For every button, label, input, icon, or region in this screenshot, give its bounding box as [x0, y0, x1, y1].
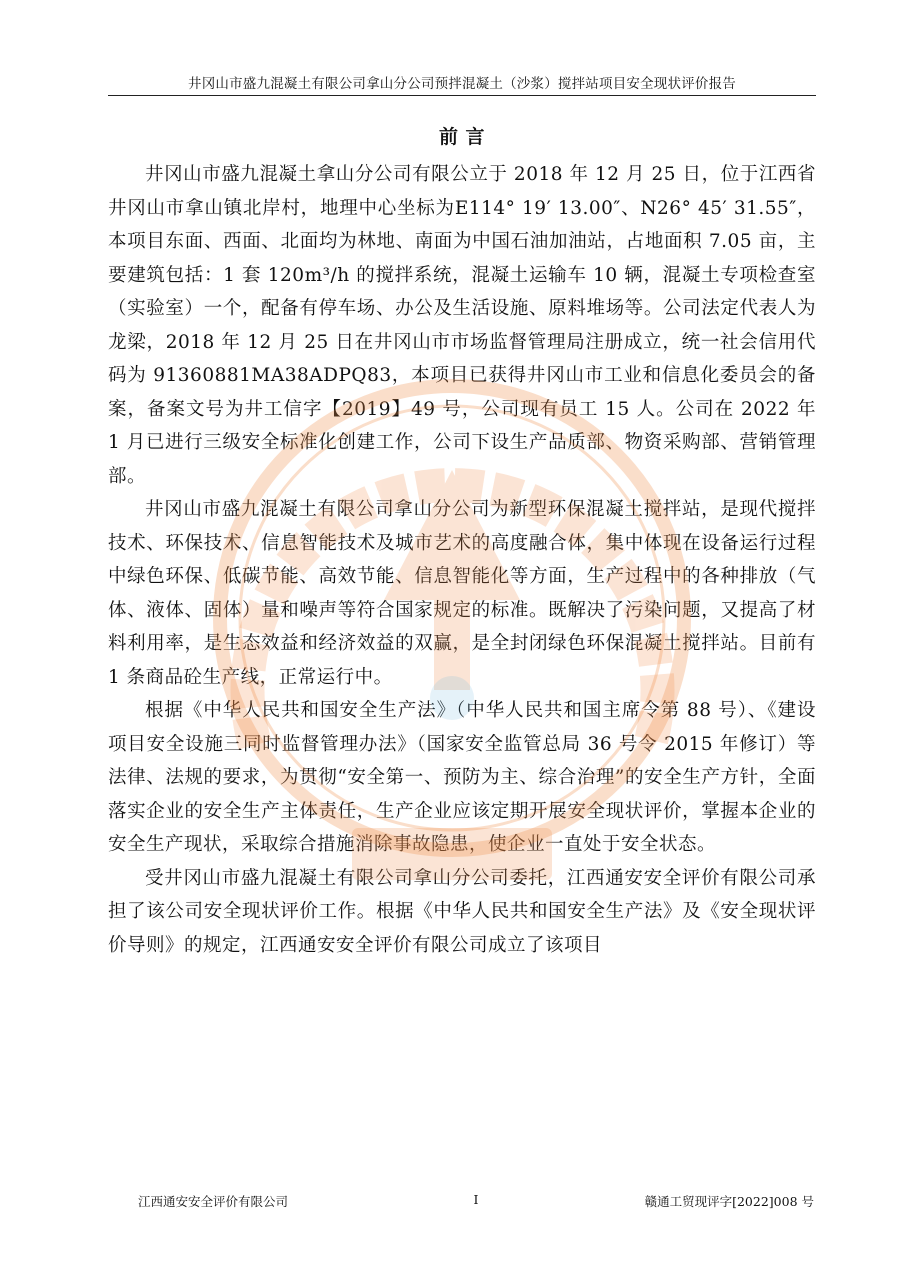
footer-page-number: I — [473, 1192, 479, 1207]
footer-doc-number: 赣通工贸现评字[2022]008 号 — [644, 1194, 814, 1209]
paragraph-2: 井冈山市盛九混凝土有限公司拿山分公司为新型环保混凝土搅拌站，是现代搅拌技术、环保技术、信息智能技术及城市艺术的高度融合体，集中体现在设备运行过程中绿色环保、低碳节能、高效节能、信息智能化等方面，生产过程中的各种排放（气体、液体、固体）量和噪声等符合国家规定的标准。既解决了污染问题，又提高了材料利用率，是生态效益和经济效益的双赢，是全封闭绿色环保混凝土搅拌站。目前有 1 条商品砼生产线，正常运行中。 — [108, 499, 816, 688]
page-header: 井冈山市盛九混凝土有限公司拿山分公司预拌混凝土（沙浆）搅拌站项目安全现状评价报告 — [188, 76, 736, 92]
paragraph-1: 井冈山市盛九混凝土拿山分公司有限公立于 2018 年 12 月 25 日，位于江西省井冈山市拿山镇北岸村，地理中心坐标为E114° 19′ 13.00″、N26° 45′ 31.55″，本项目东面、西面、北面均为林地、南面为中国石油加油站，占地面积 7.05 亩，主要建筑包括：1 套 120m³/h 的搅拌系统，混凝土运输车 10 辆，混凝土专项检查室（实验室）一个，配备有停车场、办公及生活设施、原料堆场等。公司法定代表人为龙梁，2018 年 12 月 25 日在井冈山市市场监督管理局注册成立，统一社会信用代码为 91360881MA38ADPQ83，本项目已获得井冈山市工业和信息化委员会的备案，备案文号为井工信字【2019】49 号，公司现有员工 15 人。公司在 2022 年 1 月已进行三级安全标准化创建工作，公司下设生产品质部、物资采购部、营销管理部。 — [108, 164, 816, 487]
document-title: 前 言 — [438, 126, 486, 148]
paragraph-4: 受井冈山市盛九混凝土有限公司拿山分公司委托，江西通安安全评价有限公司承担了该公司安全现状评价工作。根据《中华人民共和国安全生产法》及《安全现状评价导则》的规定，江西通安安全评价有限公司成立了该项目 — [108, 867, 816, 956]
body-text — [108, 158, 816, 962]
header-divider — [108, 95, 816, 96]
page-footer — [138, 1192, 814, 1212]
paragraph-3: 根据《中华人民共和国安全生产法》（中华人民共和国主席令第 88 号）、《建设项目安全设施三同时监督管理办法》（国家安全监管总局 36 号令 2015 年修订）等法律、法规的要求，为贯彻“安全第一、预防为主、综合治理”的安全生产方针，全面落实企业的安全生产主体责任，生产企业应该定期开展安全现状评价，掌握本企业的安全生产现状，采取综合措施消除事故隐患，使企业一直处于安全状态。 — [108, 700, 816, 855]
footer-company: 江西通安安全评价有限公司 — [138, 1194, 289, 1209]
